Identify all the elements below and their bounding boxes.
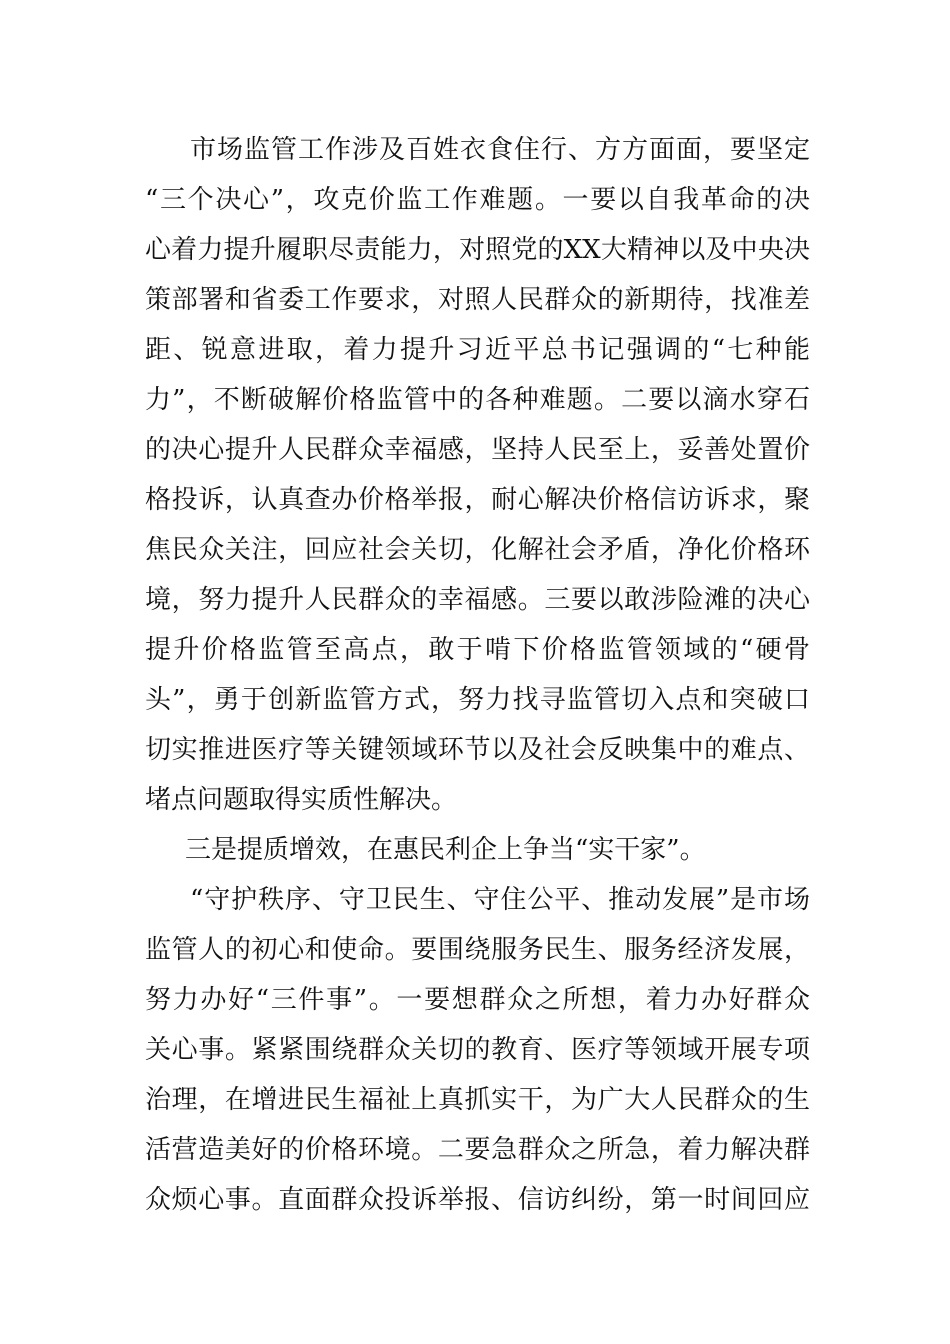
paragraph-1-line-6: 力”，不断破解价格监管中的各种难题。二要以滴水穿石	[145, 385, 810, 415]
paragraph-2-line-1: 三是提质增效，在惠民利企上争当“实干家”。	[185, 835, 706, 865]
paragraph-1-line-7: 的决心提升人民群众幸福感，坚持人民至上，妥善处置价	[145, 435, 810, 465]
paragraph-1-line-8: 格投诉，认真查办价格举报，耐心解决价格信访诉求，聚	[145, 485, 810, 515]
paragraph-3-line-5: 治理，在增进民生福祉上真抓实干，为广大人民群众的生	[145, 1085, 810, 1115]
paragraph-1-line-5: 距、锐意进取，着力提升习近平总书记强调的“七种能	[145, 335, 810, 365]
paragraph-1-line-12: 头”，勇于创新监管方式，努力找寻监管切入点和突破口	[145, 685, 810, 715]
paragraph-1-line-10: 境，努力提升人民群众的幸福感。三要以敢涉险滩的决心	[145, 585, 810, 615]
paragraph-1-line-14: 堵点问题取得实质性解决。	[145, 785, 458, 815]
paragraph-1-line-9: 焦民众关注，回应社会关切，化解社会矛盾，净化价格环	[145, 535, 810, 565]
paragraph-3-line-3: 努力办好“三件事”。一要想群众之所想，着力办好群众	[145, 985, 810, 1015]
paragraph-1-line-4: 策部署和省委工作要求，对照人民群众的新期待，找准差	[145, 285, 810, 315]
paragraph-1-line-1: 市场监管工作涉及百姓衣食住行、方方面面，要坚定	[190, 135, 810, 165]
paragraph-3-line-4: 关心事。紧紧围绕群众关切的教育、医疗等领域开展专项	[145, 1035, 810, 1065]
paragraph-1-line-13: 切实推进医疗等关键领域环节以及社会反映集中的难点、	[145, 735, 810, 765]
paragraph-3-line-7: 众烦心事。直面群众投诉举报、信访纠纷，第一时间回应	[145, 1185, 810, 1215]
paragraph-3-line-6: 活营造美好的价格环境。二要急群众之所急，着力解决群	[145, 1135, 810, 1165]
paragraph-1-line-11: 提升价格监管至高点，敢于啃下价格监管领域的“硬骨	[145, 635, 810, 665]
paragraph-1-line-2: “三个决心”，攻克价监工作难题。一要以自我革命的决	[145, 185, 810, 215]
paragraph-1-line-3: 心着力提升履职尽责能力，对照党的XX大精神以及中央决	[145, 235, 810, 265]
paragraph-3-line-2: 监管人的初心和使命。要围绕服务民生、服务经济发展，	[145, 935, 810, 965]
paragraph-3-line-1: “守护秩序、守卫民生、守住公平、推动发展”是市场	[190, 885, 810, 915]
